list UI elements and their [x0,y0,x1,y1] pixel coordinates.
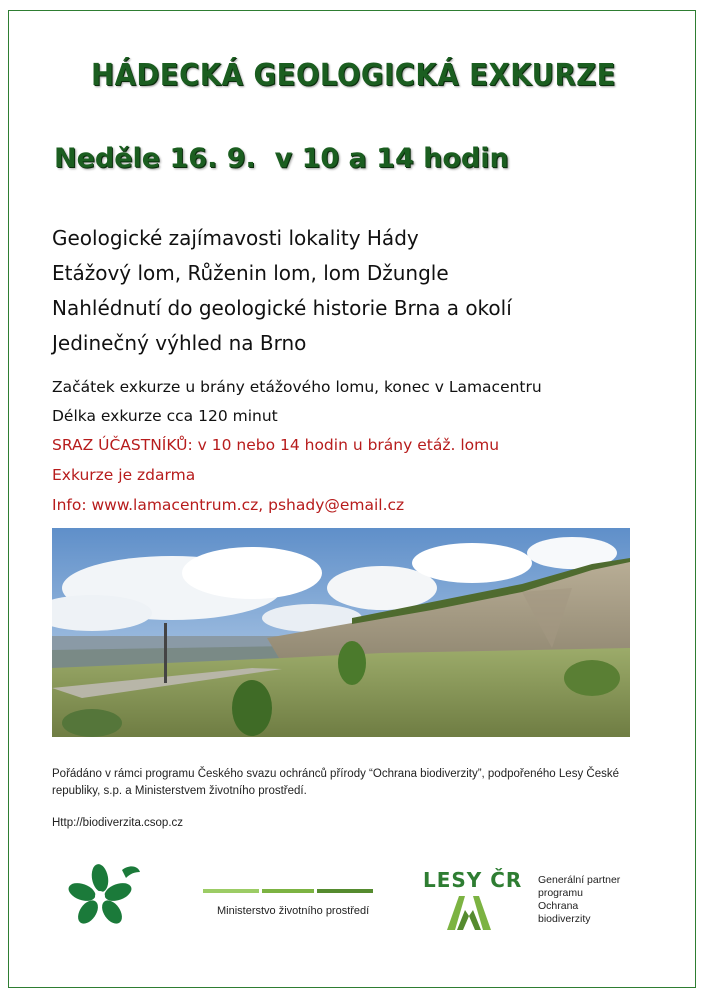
highlight-line: Geologické zajímavosti lokality Hády [52,226,419,250]
free-info: Exkurze je zdarma [52,466,196,484]
lesy-cr-logo [423,868,523,934]
partner-line: Generální partner [538,874,621,886]
partner-line: programu [538,887,583,899]
mzp-logo [203,889,373,917]
tree-icon [445,896,523,934]
meeting-info: SRAZ ÚČASTNÍKŮ: v 10 nebo 14 hodin u brány etáž. lomu [52,436,500,454]
lesy-cr-wordmark: LESY ČR [423,868,523,892]
program-url[interactable]: Http://biodiverzita.csop.cz [52,817,184,829]
mzp-bars [203,889,373,893]
length-info: Délka exkurze cca 120 minut [52,407,278,425]
partner-line: biodiverzity [538,913,591,925]
partner-text [538,874,658,926]
csop-logo [60,856,165,951]
poster-title: HÁDECKÁ GEOLOGICKÁ EXKURZE [91,58,616,93]
event-date: Neděle 16. 9. v 10 a 14 hodin [54,143,509,174]
contact-info: Info: www.lamacentrum.cz, pshady@email.cz [52,496,405,514]
highlight-line: Nahlédnutí do geologické historie Brna a okolí [52,296,512,320]
quarry-photo [52,528,630,737]
start-info: Začátek exkurze u brány etážového lomu, konec v Lamacentru [52,378,542,396]
highlight-line: Jedinečný výhled na Brno [52,331,307,355]
highlight-line: Etážový lom, Růženin lom, lom Džungle [52,261,449,285]
partner-line: Ochrana [538,900,579,912]
organizer-note: Pořádáno v rámci programu Českého svazu ochránců přírody “Ochrana biodiverzity”, podpořeného Lesy České republiky, s.p. a Ministerstvem životního prostředí. [52,768,619,797]
mzp-label: Ministerstvo životního prostředí [217,905,370,917]
